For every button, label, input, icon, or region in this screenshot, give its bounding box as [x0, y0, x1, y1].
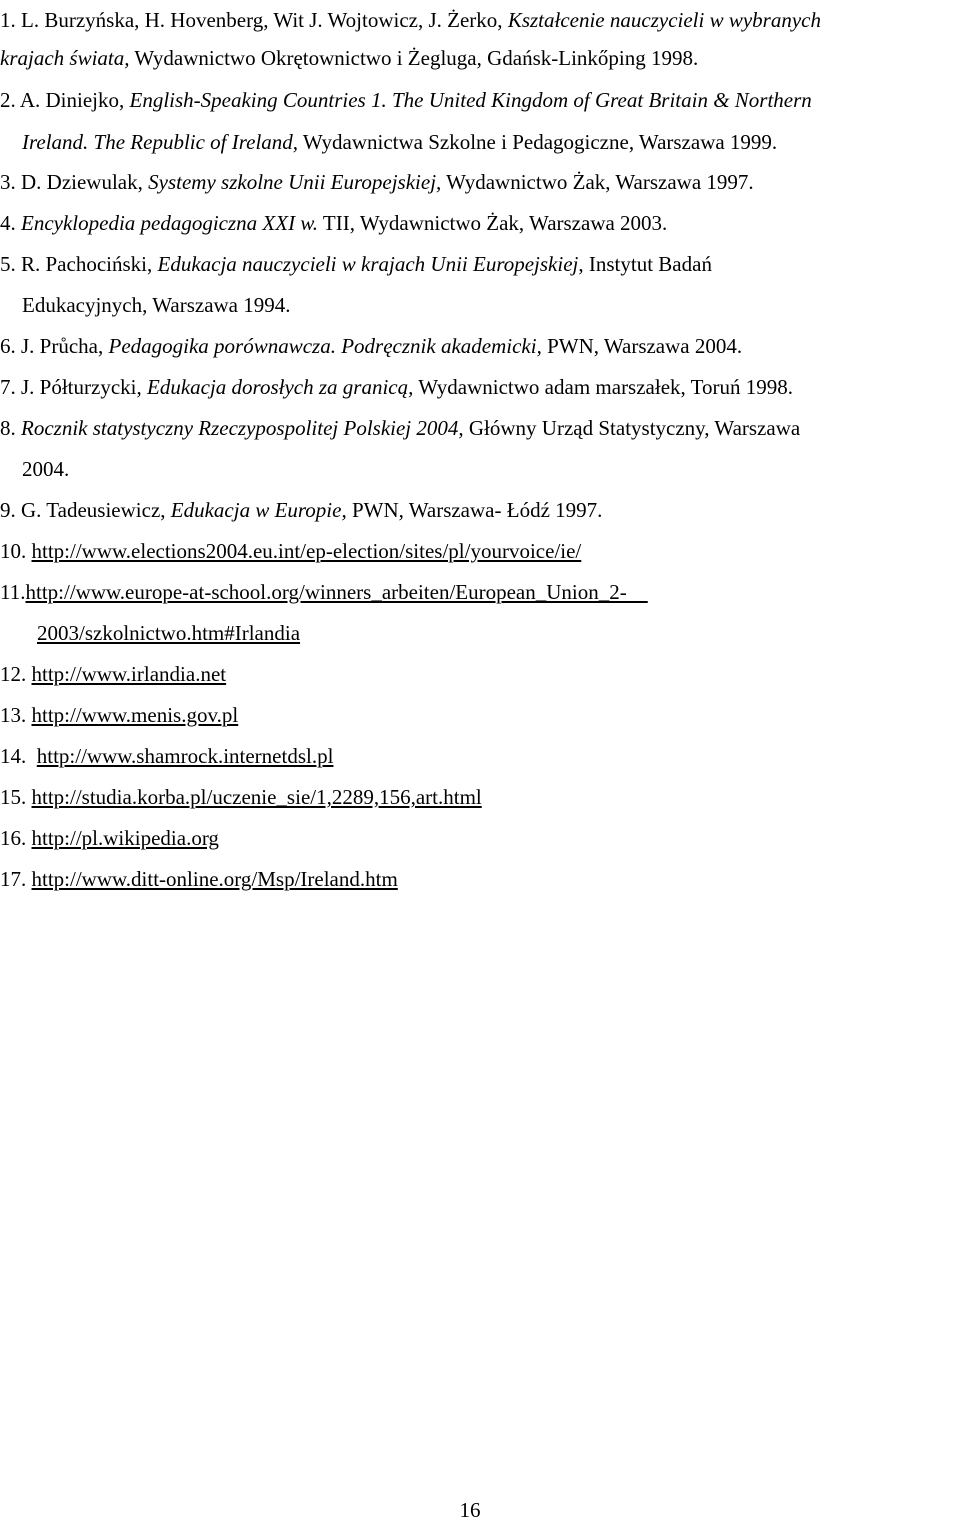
reference-item	[0, 662, 226, 686]
reference-title: Kształcenie nauczycieli w wybranych	[507, 8, 821, 32]
reference-publisher: 2004.	[22, 457, 70, 481]
reference-number: 8.	[0, 416, 16, 440]
reference-item	[0, 334, 742, 358]
reference-author: R. Pachociński,	[21, 252, 158, 276]
reference-publisher: PWN, Warszawa 2004.	[541, 334, 743, 358]
reference-item	[0, 498, 602, 522]
reference-number: 15.	[0, 785, 27, 809]
reference-item	[0, 252, 712, 276]
reference-item	[0, 8, 821, 32]
reference-link[interactable]: 2003/szkolnictwo.htm#Irlandia	[37, 621, 301, 645]
reference-publisher: PWN, Warszawa- Łódź 1997.	[346, 498, 603, 522]
reference-title: Ireland. The Republic of Ireland,	[22, 130, 299, 154]
reference-link[interactable]: http://studia.korba.pl/uczenie_sie/1,2289,156,art.html	[31, 785, 482, 809]
page-number: 16	[459, 1498, 481, 1522]
reference-item-continuation	[22, 130, 777, 154]
reference-link[interactable]: http://www.shamrock.internetdsl.pl	[36, 744, 334, 768]
reference-number: 6.	[0, 334, 16, 358]
reference-publisher: Wydawnictwa Szkolne i Pedagogiczne, Warszawa 1999.	[298, 130, 778, 154]
reference-number: 9.	[0, 498, 16, 522]
reference-author: J. Průcha,	[21, 334, 109, 358]
reference-publisher: Edukacyjnych, Warszawa 1994.	[22, 293, 291, 317]
reference-item	[0, 785, 482, 809]
reference-item	[0, 580, 648, 604]
reference-link[interactable]: http://www.menis.gov.pl	[31, 703, 239, 727]
reference-publisher: Wydawnictwo adam marszałek, Toruń 1998.	[413, 375, 793, 399]
reference-number: 16.	[0, 826, 27, 850]
reference-item	[0, 416, 800, 440]
reference-number: 14.	[0, 744, 27, 768]
reference-number: 11.	[0, 580, 26, 604]
reference-item	[0, 867, 398, 891]
reference-item-continuation	[0, 46, 698, 70]
reference-item-continuation	[37, 621, 300, 645]
reference-title: krajach świata,	[0, 46, 130, 70]
reference-item	[0, 88, 812, 112]
reference-title: Systemy szkolne Unii Europejskiej,	[148, 170, 442, 194]
reference-publisher: Wydawnictwo Okrętownictwo i Żegluga, Gdańsk-Linkőping 1998.	[129, 46, 699, 70]
reference-author: D. Dziewulak,	[21, 170, 149, 194]
reference-item	[0, 539, 581, 563]
reference-number: 5.	[0, 252, 16, 276]
reference-publisher: Główny Urząd Statystyczny, Warszawa	[463, 416, 801, 440]
reference-title: Rocznik statystyczny Rzeczypospolitej Polskiej 2004,	[21, 416, 464, 440]
reference-title: Edukacja dorosłych za granicą,	[147, 375, 414, 399]
reference-publisher: , Instytut Badań	[578, 252, 712, 276]
reference-author: A. Diniejko,	[19, 88, 130, 112]
reference-title: Pedagogika porównawcza. Podręcznik akademicki,	[108, 334, 542, 358]
reference-number: 3.	[0, 170, 16, 194]
reference-author: L. Burzyńska, H. Hovenberg, Wit J. Wojtowicz, J. Żerko,	[21, 8, 508, 32]
reference-publisher: TII, Wydawnictwo Żak, Warszawa 2003.	[318, 211, 668, 235]
reference-publisher: Wydawnictwo Żak, Warszawa 1997.	[441, 170, 754, 194]
reference-number: 2.	[0, 88, 16, 112]
reference-item	[0, 744, 333, 768]
reference-number: 12.	[0, 662, 27, 686]
reference-number: 4.	[0, 211, 16, 235]
reference-author: G. Tadeusiewicz,	[21, 498, 171, 522]
reference-item	[0, 703, 238, 727]
reference-author: J. Półturzycki,	[21, 375, 147, 399]
reference-number: 17.	[0, 867, 27, 891]
reference-item	[0, 375, 793, 399]
reference-number: 7.	[0, 375, 16, 399]
reference-link[interactable]: http://www.irlandia.net	[31, 662, 227, 686]
reference-title: Edukacja nauczycieli w krajach Unii Europejskiej	[157, 252, 579, 276]
reference-link[interactable]: http://www.ditt-online.org/Msp/Ireland.htm	[31, 867, 398, 891]
reference-item-continuation	[22, 457, 69, 481]
reference-item	[0, 211, 667, 235]
reference-item	[0, 826, 219, 850]
reference-title: Edukacja w Europie,	[170, 498, 347, 522]
reference-link[interactable]: http://www.elections2004.eu.int/ep-election/sites/pl/yourvoice/ie/	[31, 539, 582, 563]
reference-title: Encyklopedia pedagogiczna XXI w.	[21, 211, 319, 235]
reference-item-continuation	[22, 293, 291, 317]
reference-number: 1.	[0, 8, 16, 32]
reference-item	[0, 170, 754, 194]
reference-number: 10.	[0, 539, 27, 563]
reference-link[interactable]: http://www.europe-at-school.org/winners_arbeiten/European_Union_2-	[25, 580, 648, 604]
reference-link[interactable]: http://pl.wikipedia.org	[31, 826, 219, 850]
reference-number: 13.	[0, 703, 27, 727]
reference-title: English-Speaking Countries 1. The United Kingdom of Great Britain & Northern	[129, 88, 812, 112]
